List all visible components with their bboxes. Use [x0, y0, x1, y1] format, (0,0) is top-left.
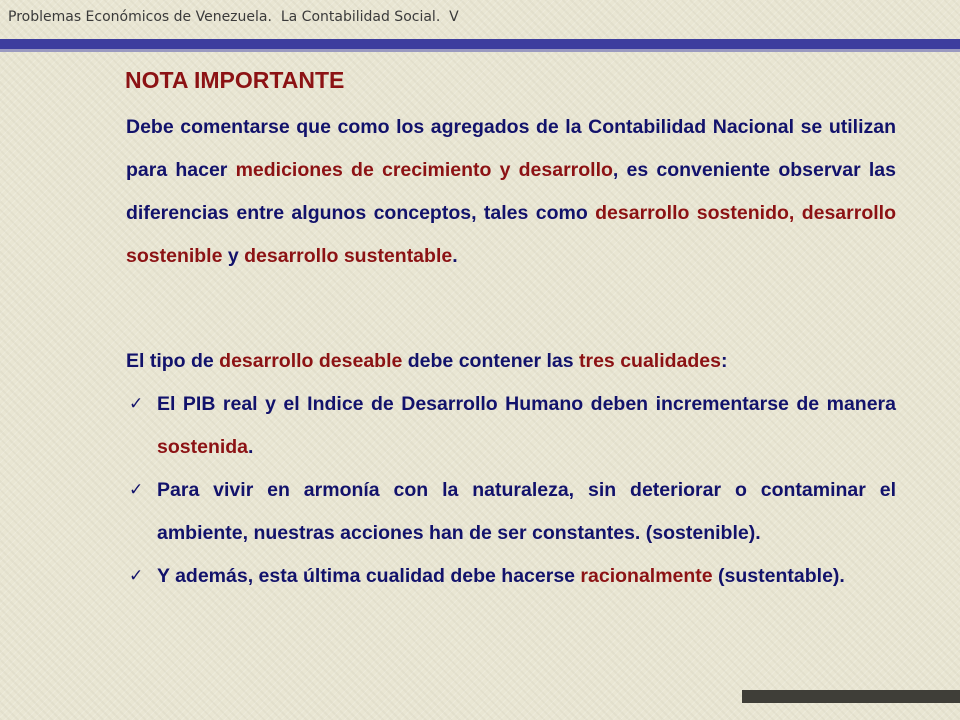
- intro-text: :: [720, 350, 728, 372]
- list-item-text: .: [248, 436, 254, 458]
- note-text: , es conveniente observar las diferencias entre algunos conceptos, tales como: [126, 159, 896, 224]
- intro-text: El tipo de: [126, 350, 220, 372]
- list-item-text: Para vivir en armonía con la naturaleza, sin deteriorar o contaminar el ambiente, nuestras acciones han de ser constantes. (sostenible).: [157, 479, 896, 544]
- check-icon: ✓: [129, 394, 144, 414]
- intro-highlight: tres cualidades: [579, 350, 721, 372]
- note-text: .: [452, 245, 458, 267]
- list-item: [126, 469, 896, 555]
- list-item-highlight: sostenida: [157, 436, 249, 458]
- header-bar-accent: [0, 49, 960, 52]
- note-highlight: desarrollo sostenido, desarrollo sostenible: [126, 202, 896, 267]
- note-highlight: mediciones de crecimiento y desarrollo: [235, 159, 613, 181]
- note-title: NOTA IMPORTANTE: [125, 67, 345, 93]
- check-icon: ✓: [129, 566, 144, 586]
- note-text: Debe comentarse que como los agregados de la Contabilidad Nacional se utilizan para hacer: [126, 116, 896, 181]
- list-item-text: El PIB real y el Indice de Desarrollo Humano deben incrementarse de manera: [157, 393, 896, 415]
- list-item: [126, 555, 896, 598]
- list-item-text: Y además, esta última cualidad debe hacerse: [157, 565, 581, 587]
- intro-text: debe contener las: [402, 350, 579, 372]
- qualities-list: [126, 383, 896, 598]
- check-icon: ✓: [129, 480, 144, 500]
- header-bar: [0, 39, 960, 49]
- note-text: y: [222, 245, 245, 267]
- qualities-intro: [126, 340, 896, 383]
- list-item: [126, 383, 896, 469]
- list-item-highlight: racionalmente: [580, 565, 713, 587]
- header-title: Problemas Económicos de Venezuela. La Contabilidad Social. V: [8, 9, 459, 25]
- note-highlight: desarrollo sustentable: [244, 245, 453, 267]
- footer-bar: [742, 690, 960, 703]
- note-paragraph: [126, 106, 896, 278]
- list-item-text: (sustentable).: [712, 565, 845, 587]
- intro-highlight: desarrollo deseable: [219, 350, 403, 372]
